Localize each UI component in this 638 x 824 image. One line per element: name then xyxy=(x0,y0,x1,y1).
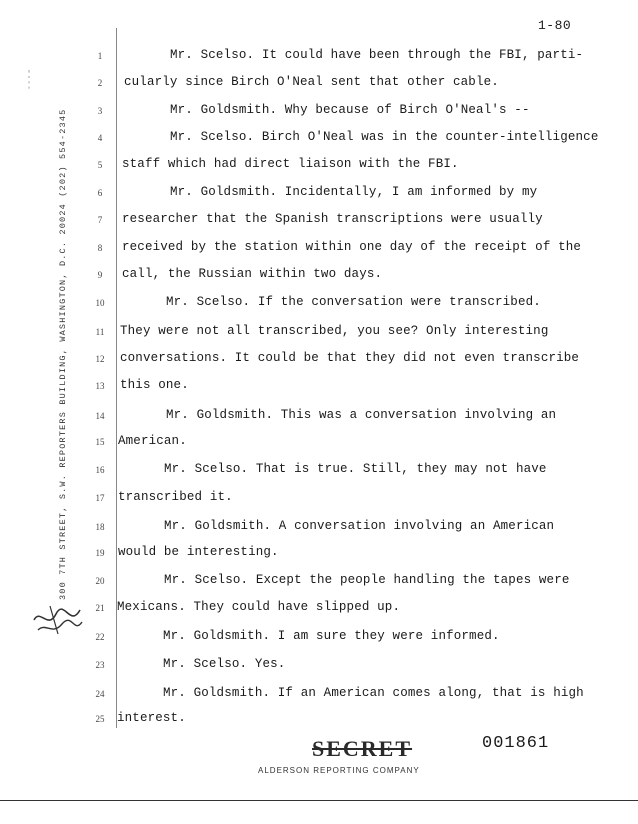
line-number: 12 xyxy=(95,354,105,364)
transcript-line: would be interesting. xyxy=(118,545,279,559)
line-number: 3 xyxy=(97,106,103,116)
line-number: 21 xyxy=(95,603,105,613)
transcript-line: Mr. Goldsmith. Incidentally, I am informed by my xyxy=(170,185,538,199)
line-number: 8 xyxy=(97,243,103,253)
transcript-line: Mexicans. They could have slipped up. xyxy=(117,600,401,614)
line-number: 9 xyxy=(97,270,103,280)
transcript-line: conversations. It could be that they did not even transcribe xyxy=(120,351,580,365)
transcript-line: transcribed it. xyxy=(118,490,233,504)
transcript-line: call, the Russian within two days. xyxy=(122,267,383,281)
line-number: 1 xyxy=(97,51,103,61)
reporting-company: ALDERSON REPORTING COMPANY xyxy=(258,766,420,775)
line-number: 19 xyxy=(95,548,105,558)
line-number: 14 xyxy=(95,411,105,421)
transcript-line: Mr. Scelso. Except the people handling the tapes were xyxy=(164,573,570,587)
line-number: 24 xyxy=(95,689,105,699)
line-number: 7 xyxy=(97,215,103,225)
line-number: 6 xyxy=(97,188,103,198)
document-number: 001861 xyxy=(482,734,550,753)
transcript-line: this one. xyxy=(120,378,189,392)
line-number: 10 xyxy=(95,298,105,308)
transcript-line: staff which had direct liaison with the FBI. xyxy=(122,157,459,171)
line-number: 22 xyxy=(95,632,105,642)
transcript-line: Mr. Goldsmith. A conversation involving an American xyxy=(164,519,555,533)
handwritten-scribble-icon xyxy=(30,600,86,640)
line-number: 15 xyxy=(95,437,105,447)
line-number: 11 xyxy=(95,327,105,337)
transcript-line: Mr. Scelso. It could have been through the FBI, parti- xyxy=(170,48,584,62)
line-number: 13 xyxy=(95,381,105,391)
transcript-line: interest. xyxy=(117,711,186,725)
transcript-line: Mr. Goldsmith. Why because of Birch O'Neal's -- xyxy=(170,103,530,117)
transcript-line: American. xyxy=(118,434,187,448)
margin-tick-marks xyxy=(28,50,30,110)
transcript-line: Mr. Goldsmith. This was a conversation involving an xyxy=(166,408,557,422)
transcript-line: Mr. Scelso. That is true. Still, they may not have xyxy=(164,462,547,476)
transcript-line: They were not all transcribed, you see? Only interesting xyxy=(120,324,549,338)
line-number: 18 xyxy=(95,522,105,532)
line-number: 25 xyxy=(95,714,105,724)
bottom-rule xyxy=(0,800,638,801)
line-number: 17 xyxy=(95,493,105,503)
line-number: 4 xyxy=(97,133,103,143)
transcript-line: Mr. Goldsmith. I am sure they were informed. xyxy=(163,629,500,643)
line-number: 5 xyxy=(97,160,103,170)
classification-stamp: SECRET xyxy=(312,736,413,761)
transcript-line: Mr. Scelso. If the conversation were transcribed. xyxy=(166,295,541,309)
transcript-line: Mr. Scelso. Yes. xyxy=(163,657,286,671)
line-number: 2 xyxy=(97,78,103,88)
page-number: 1-80 xyxy=(538,18,572,33)
transcript-line: researcher that the Spanish transcriptions were usually xyxy=(122,212,543,226)
transcript-line: Mr. Scelso. Birch O'Neal was in the counter-intelligence xyxy=(170,130,599,144)
line-number: 16 xyxy=(95,465,105,475)
margin-rule xyxy=(116,28,117,728)
line-number: 23 xyxy=(95,660,105,670)
reporter-address: 300 7TH STREET, S.W. REPORTERS BUILDING, WASHINGTON, D.C. 20024 (202) 554-2345 xyxy=(58,108,68,600)
line-number: 20 xyxy=(95,576,105,586)
transcript-line: received by the station within one day of the receipt of the xyxy=(122,240,582,254)
transcript-line: cularly since Birch O'Neal sent that other cable. xyxy=(124,75,499,89)
transcript-line: Mr. Goldsmith. If an American comes along, that is high xyxy=(163,686,584,700)
